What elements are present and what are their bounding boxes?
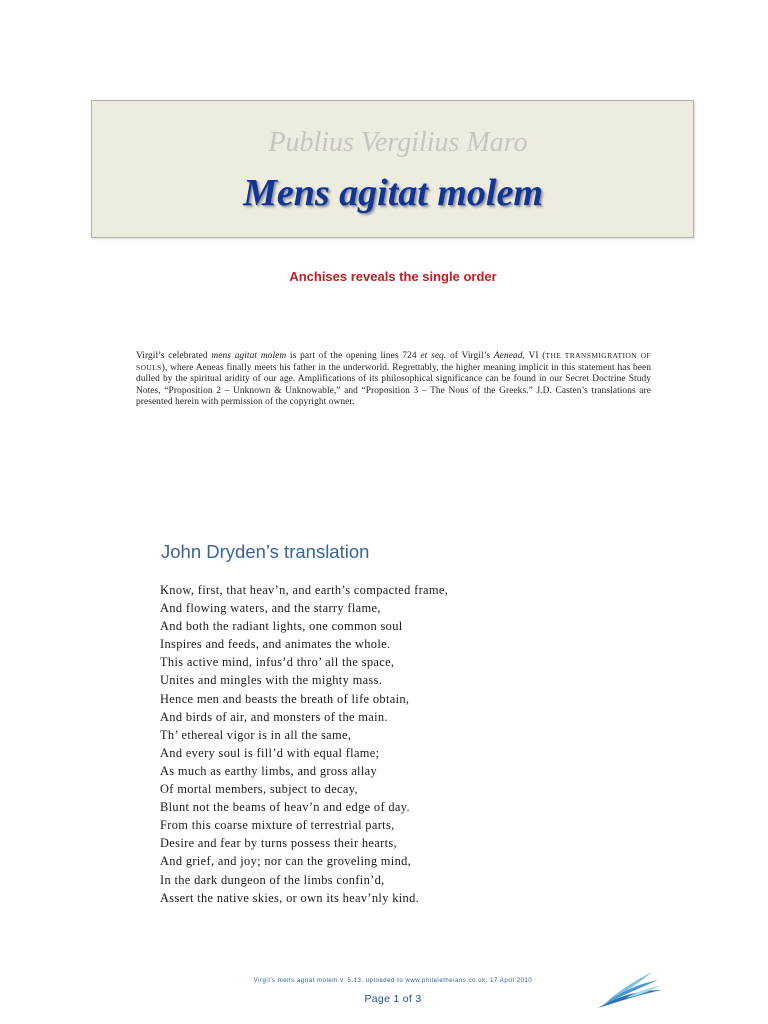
- intro-emphasis: et seq.: [420, 351, 447, 361]
- intro-text: Virgil’s celebrated: [136, 351, 212, 361]
- author-name: Publius Vergilius Maro: [268, 127, 528, 158]
- poem-line: In the dark dungeon of the limbs confin’d,: [160, 872, 385, 887]
- intro-emphasis: mens agitat molem: [211, 351, 287, 361]
- poem-line: This active mind, infus’d thro’ all the space,: [160, 655, 395, 670]
- poem-line: Blunt not the beams of heav’n and edge of day.: [160, 800, 410, 815]
- poem-line: Unites and mingles with the mighty mass.: [160, 673, 383, 688]
- poem-line: And birds of air, and monsters of the main.: [160, 709, 388, 724]
- poem-line: Desire and fear by turns possess their hearts,: [160, 836, 398, 851]
- poem-line: And both the radiant lights, one common soul: [160, 619, 403, 634]
- subtitle: Anchises reveals the single order: [289, 269, 497, 284]
- poem-line: Assert the native skies, or own its heav’nly kind.: [160, 890, 420, 905]
- page-number: Page 1 of 3: [364, 993, 422, 1005]
- intro-emphasis: Aenead,: [493, 351, 525, 361]
- poem-line: And grief, and joy; nor can the groveling mind,: [160, 854, 412, 869]
- poem-line: And flowing waters, and the starry flame,: [160, 601, 381, 616]
- poem: [160, 581, 600, 907]
- intro-small-caps: THE TRANSMIGRATION OF SOULS: [136, 351, 651, 373]
- intro-text: ), where Aeneas finally meets his father in the underworld. Regrettably, the higher meaning implicit in this statement has been dulled by the spiritual aridity of our age. Amplifications of its philosophical significance can be found in our Secret Doctrine Study Notes, “Proposition 2 – Unknown & Unknowable,” and “Proposition 3 – The Nous of the Greeks.” J.D. Casten’s translations are presented herein with permission of the copyright owner.: [136, 363, 651, 407]
- footer-note: Virgil’s mens agitat molem v. 5.13, uploaded to www.philaletheians.co.uk, 17 April 2010: [253, 978, 533, 984]
- poem-line: From this coarse mixture of terrestrial parts,: [160, 818, 395, 833]
- document-title: Mens agitat molem: [243, 172, 543, 214]
- intro-text: of Virgil’s: [446, 351, 494, 361]
- intro-text: is part of the opening lines 724: [286, 351, 421, 361]
- poem-line: Hence men and beasts the breath of life obtain,: [160, 691, 410, 706]
- poem-line: And every soul is fill’d with equal flame;: [160, 745, 380, 760]
- poem-line: As much as earthy limbs, and gross allay: [160, 763, 378, 778]
- poem-line: Inspires and feeds, and animates the whole.: [160, 637, 391, 652]
- poem-line: Know, first, that heav’n, and earth’s compacted frame,: [160, 583, 449, 597]
- intro-paragraph: [136, 350, 651, 408]
- header-box: [91, 100, 694, 238]
- poem-line: Th’ ethereal vigor is in all the same,: [160, 727, 352, 742]
- section-heading: John Dryden’s translation: [161, 541, 370, 562]
- poem-line: Of mortal members, subject to decay,: [160, 782, 358, 797]
- feather-logo-icon: [596, 968, 666, 1010]
- intro-text: VI (: [524, 351, 546, 361]
